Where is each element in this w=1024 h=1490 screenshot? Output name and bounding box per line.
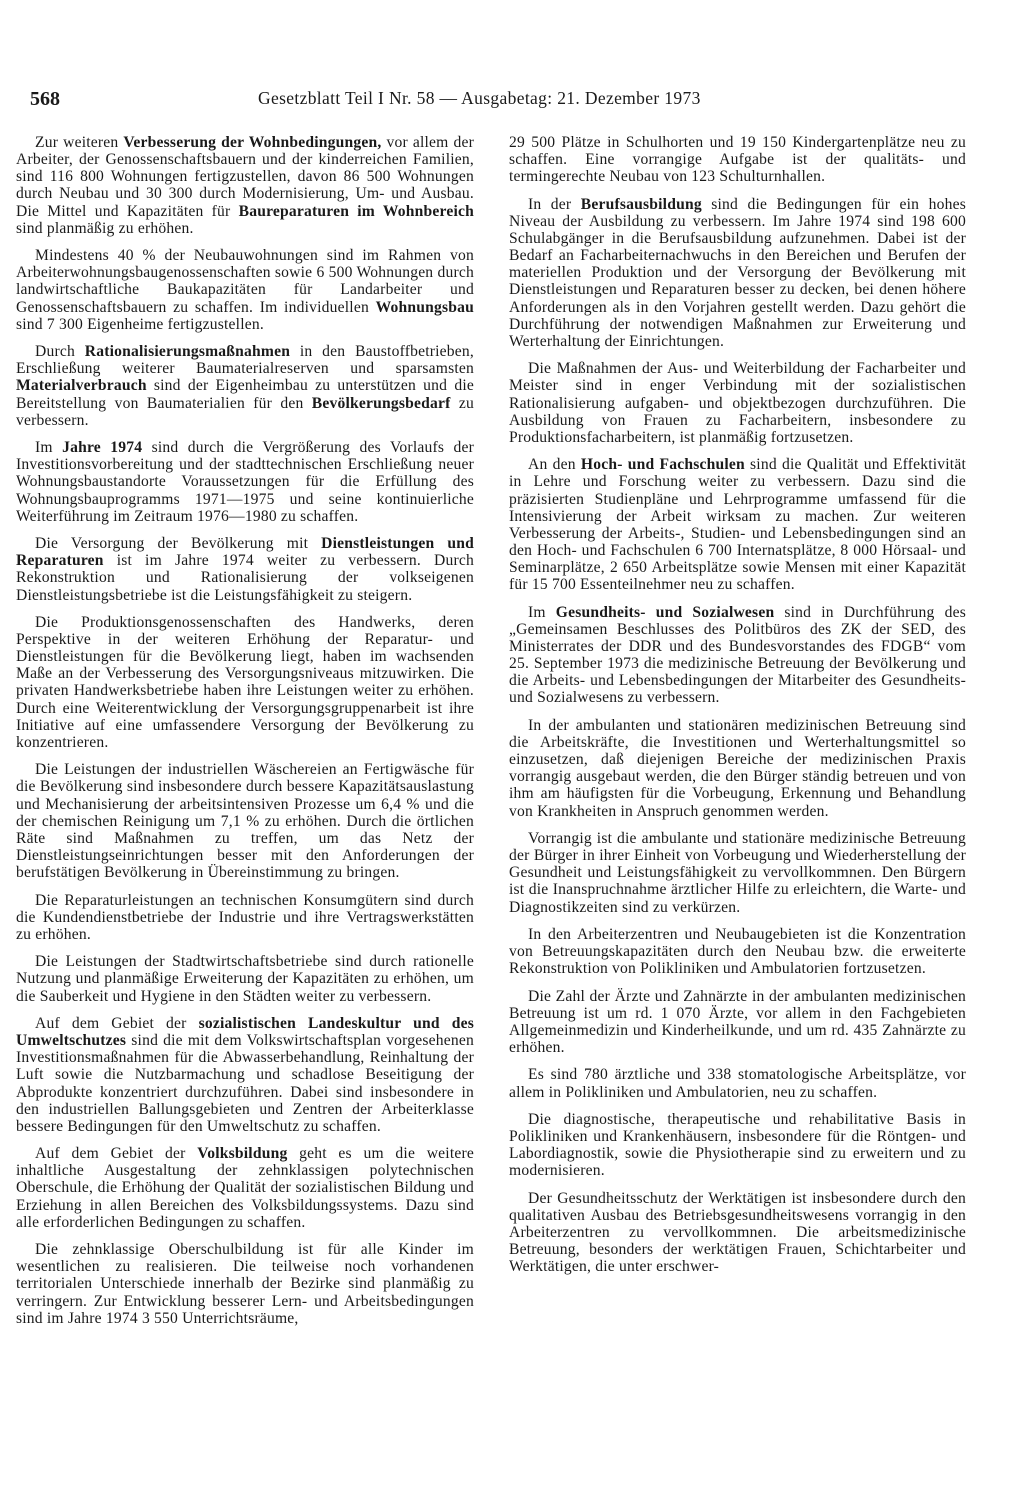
bold-term: Verbesserung der Wohnbedingungen, bbox=[123, 134, 382, 151]
bold-term: Hoch- und Fachschulen bbox=[580, 456, 745, 474]
text-run: sind der Eigenheimbau zu unterstützen und die Bereitstellung von Baumaterialien für den bbox=[16, 377, 474, 412]
paragraph-doctors: Die Zahl der Ärzte und Zahnärzte in der ambulanten medizinischen Betreuung ist um rd. 1 070 Ärzte, vor allem in den Fachgebieten Allgemeinmedizin und Kinderheilkunde, und um rd. 435 Zahnärzte zu erhöhen. bbox=[509, 987, 966, 1056]
paragraph-school-places: 29 500 Plätze in Schulhorten und 19 150 Kindergartenplätze neu zu schaffen. Eine vorrangige Aufgabe ist der qualitäts- und termingerechte Neubau von 123 Schulturnhallen. bbox=[509, 134, 966, 186]
paragraph-year-1974 bbox=[16, 439, 474, 525]
bold-term: Wohnungsbau bbox=[375, 298, 474, 316]
text-run: geht es um die weitere inhaltliche Ausgestaltung der zehnklassigen polytechnischen Oberschule, die Erhöhung der Qualität der sozialistischen Bildung und Erziehung in allen Bereichen des Volksbildungssystems. Dazu sind alle erforderlichen Bedingungen zu schaffen. bbox=[16, 1145, 475, 1231]
bold-term: Rationalisierungsmaßnahmen bbox=[84, 343, 291, 361]
page-header bbox=[30, 88, 970, 114]
bold-term: Volksbildung bbox=[197, 1145, 288, 1163]
paragraph-services-repairs bbox=[16, 535, 474, 604]
bold-term: Gesundheits- und Sozialwesen bbox=[555, 603, 775, 621]
text-run: sind die mit dem Volkswirtschaftsplan vorgesehenen Investitionsmaßnahmen für die Abwasserbehandlung, Reinhaltung der Luft sowie die Nutzbarmachung und schadlose Beseitigung der Abprodukte konzentriert durchzuführen. Dabei sind insbesondere in den industriellen Ballungsgebieten und Zentren der Arbeiterklasse bessere Bedingungen für den Umweltschutz zu schaffen. bbox=[16, 1032, 474, 1135]
text-run: vor allem der Arbeiter, der Genossenschaftsbauern und der kinderreichen Familien, sind 116 800 Wohnungen fertigzustellen, davon 86 500 Wohnungen durch Neubau und 30 300 durch Modernisierung, Um- und Ausbau. Die Mittel und Kapazitäten für bbox=[16, 134, 475, 220]
text-run: In der bbox=[528, 195, 581, 213]
paragraph-health-social bbox=[509, 604, 966, 707]
text-run: sind in Durchführung des „Gemeinsamen Beschlusses des Politbüros des ZK der SED, des Ministerrates der DDR und des Bundesvorstandes des FDGB“ vom 25. September 1973 die medizinische Betreuung der Bevölkerung und die Arbeits- und Lebensbedingungen der Mitarbeiter des Gesundheits- und Sozialwesens zu verbessern. bbox=[509, 603, 966, 707]
paragraph-environment bbox=[16, 1015, 474, 1135]
text-run: Mindestens 40 % der Neubauwohnungen sind im Rahmen von Arbeiterwohnungsbaugenossenschaften sowie 6 500 Wohnungen durch landwirtschaftliche Baukapazitäten für Landarbeiter und Genossenschaftsbauern zu schaffen. Im individuellen bbox=[16, 247, 474, 316]
paragraph-worker-centers: In den Arbeiterzentren und Neubaugebieten ist die Konzentration von Betreuungskapazitäten durch den Neubau bzw. die erweiterte Rekonstruktion von Polikliniken und Ambulatorien fortzusetzen. bbox=[509, 925, 966, 978]
paragraph-municipal-services: Die Leistungen der Stadtwirtschaftsbetriebe sind durch rationelle Nutzung und planmäßige Erweiterung der Kapazitäten zu erhöhen, um die Sauberkeit und Hygiene in den Städten weiter zu verbessern. bbox=[16, 953, 474, 1005]
bold-term: Bevölkerungsbedarf bbox=[311, 394, 451, 412]
text-run: Die Versorgung der Bevölkerung mit bbox=[35, 535, 322, 553]
text-run: zu verbessern. bbox=[16, 394, 474, 429]
paragraph-diagnostics: Die diagnostische, therapeutische und rehabilitative Basis in Polikliniken und Krankenhäusern, insbesondere für die Röntgen- und Labordiagnostik, sowie die Physiotherapie sind zu erweitern und zu modernisieren. bbox=[509, 1110, 966, 1180]
paragraph-housing-improvement bbox=[16, 134, 474, 237]
left-column bbox=[16, 134, 474, 1337]
paragraph-occupational-health: Der Gesundheitsschutz der Werktätigen ist insbesondere durch den qualitativen Ausbau des Betriebsgesundheitswesens vorrangig in den Arbeiterzentren zu vervollkommnen. Die arbeitsmedizinische Betreuung, besonders der werktätigen Frauen, Schichtarbeiter und Werktätigen, die unter erschwer- bbox=[509, 1189, 966, 1276]
paragraph-medical-care: In der ambulanten und stationären medizinischen Betreuung sind die Arbeitskräfte, die Investitionen und Werterhaltungsmittel so einzusetzen, daß diejenigen Bereiche der medizinischen Praxis vorrangig ausgebaut werden, die den Bürger ständig betreuen und von ihm am häufigsten für die Vorbeugung, Erkennung und Behandlung von Krankheiten in Anspruch genommen werden. bbox=[509, 716, 966, 820]
paragraph-education bbox=[16, 1145, 474, 1231]
text-run: sind planmäßig zu erhöhen. bbox=[16, 219, 194, 237]
text-run: Auf dem Gebiet der bbox=[35, 1014, 199, 1032]
bold-term: Jahre 1974 bbox=[62, 439, 143, 457]
bold-term: Dienstleistungen und Reparaturen bbox=[16, 535, 474, 570]
text-run: sind die Bedingungen für ein hohes Niveau der Ausbildung zu verbessern. Im Jahre 1974 sind 198 600 Schulabgänger in die Berufsausbildung aufzunehmen. Dabei ist der Bedarf an Facharbeiternachwuchs in den Bereichen und Berufen der materiellen Produktion und der Versorgung der Bevölkerung mit Dienstleistungen und Reparaturen besser zu decken, bei denen höhere Anforderungen als in den Vorjahren gestellt werden. Dazu gehört die Durchführung der notwendigen Maßnahmen zur Erweiterung und Werterhaltung der Einrichtungen. bbox=[509, 195, 966, 350]
text-run: Im bbox=[35, 439, 63, 457]
paragraph-higher-education bbox=[509, 456, 966, 593]
paragraph-craft-cooperatives: Die Produktionsgenossenschaften des Handwerks, deren Perspektive in der weiteren Erhöhung der Reparatur- und Dienstleistungen für die Bevölkerung liegt, haben im wachsenden Maße an der Verbesserung des Versorgungsniveaus mitzuwirken. Die privaten Handwerksbetriebe haben ihre Leistungen weiter zu erhöhen. Durch eine Weiterentwicklung der Versorgungsgruppenarbeit ist ihre Initiative auf eine umfassendere Versorgung der Bevölkerung zu konzentrieren. bbox=[16, 613, 474, 751]
paragraph-further-training: Die Maßnahmen der Aus- und Weiterbildung der Facharbeiter und Meister sind in enger Verbindung mit der sozialistischen Rationalisierung aufgaben- und objektbezogen durchzuführen. Die Ausbildung von Frauen zu Facharbeitern, insbesondere zu Produktionsfacharbeitern, ist planmäßig fortzusetzen. bbox=[509, 360, 966, 446]
text-run: Auf dem Gebiet der bbox=[35, 1145, 198, 1163]
bold-term: Materialverbrauch bbox=[16, 377, 147, 395]
paragraph-consumer-repairs: Die Reparaturleistungen an technischen Konsumgütern sind durch die Kundendienstbetriebe der Industrie und ihre Vertragswerkstätten zu erhöhen. bbox=[16, 891, 474, 943]
paragraph-secondary-schooling: Die zehnklassige Oberschulbildung ist für alle Kinder im wesentlichen zu realisieren. Die teilweise noch vorhandenen territorialen Unterschiede innerhalb der Bezirke sind planmäßig zu verringern. Zur Entwicklung besserer Lern- und Arbeitsbedingungen sind im Jahre 1974 3 550 Unterrichtsräume, bbox=[16, 1241, 474, 1327]
paragraph-vocational-training bbox=[509, 196, 966, 350]
bold-term: Berufsausbildung bbox=[580, 195, 702, 213]
text-run: ist im Jahre 1974 weiter zu verbessern. Durch Rekonstruktion und Rationalisierung der volkseigenen Dienstleistungsbetriebe ist die Leistungsfähigkeit zu steigern. bbox=[16, 552, 474, 604]
text-run: Im bbox=[528, 603, 556, 621]
page-number: 568 bbox=[30, 88, 60, 110]
paragraph-new-housing-share bbox=[16, 247, 474, 333]
text-run: An den bbox=[528, 456, 581, 474]
text-run: Durch bbox=[35, 343, 85, 361]
text-run: in den Baustoffbetrieben, Erschließung weiterer Baumaterialreserven und sparsamsten bbox=[16, 343, 474, 378]
paragraph-laundries: Die Leistungen der industriellen Wäschereien an Fertigwäsche für die Bevölkerung sind insbesondere durch bessere Kapazitätsauslastung und Mechanisierung der arbeitsintensiven Prozesse um 6,4 % und die der chemischen Reinigung um 7,1 % zu erhöhen. Durch die örtlichen Räte sind Maßnahmen zu treffen, um das Netz der Dienstleistungseinrichtungen besser mit den Anforderungen der berufstätigen Bevölkerung in Übereinstimmung zu bringen. bbox=[16, 761, 474, 882]
running-title: Gesetzblatt Teil I Nr. 58 — Ausgabetag: 21. Dezember 1973 bbox=[258, 88, 701, 108]
paragraph-ambulatory-care: Vorrangig ist die ambulante und stationäre medizinische Betreuung der Bürger in ihrer Einheit von Vorbeugung und Wiederherstellung der Gesundheit und Leistungsfähigkeit zu vervollkommnen. Den Bürgern ist die Inanspruchnahme ärztlicher Hilfe zu erleichtern, die Warte- und Diagnostikzeiten sind zu verkürzen. bbox=[509, 829, 966, 916]
paragraph-workplaces: Es sind 780 ärztliche und 338 stomatologische Arbeitsplätze, vor allem in Polikliniken und Ambulatorien, neu zu schaffen. bbox=[509, 1066, 966, 1101]
bold-term: Baureparaturen im Wohnbereich bbox=[238, 202, 474, 220]
right-column bbox=[509, 134, 966, 1279]
paragraph-rationalization bbox=[16, 343, 474, 429]
text-run: sind durch die Vergrößerung des Vorlaufs der Investitionsvorbereitung und der stadttechnischen Erschließung neuer Wohnungsbaustandorte Voraussetzungen für die Erfüllung des Wohnungsbauprogramms 1971—1975 und seine kontinuierliche Weiterführung im Zeitraum 1976—1980 zu schaffen. bbox=[16, 439, 474, 525]
text-run: Zur weiteren bbox=[35, 134, 124, 151]
text-run: sind 7 300 Eigenheime fertigzustellen. bbox=[16, 315, 264, 333]
text-run: sind die Qualität und Effektivität in Lehre und Forschung weiter zu verbessern. Dazu sind die präzisierten Studienpläne und Lehrprogramme umfassend für die Intensivierung der Arbeit wirksam zu machen. Zur weiteren Verbesserung der Arbeits-, Studien- und Lebensbedingungen sind an den Hoch- und Fachschulen 6 700 Internatsplätze, 8 000 Hörsaal- und Seminarplätze, 2 650 Arbeitsplätze sowie Mensen mit einer Kapazität für 15 700 Essenteilnehmer neu zu schaffen. bbox=[509, 456, 966, 594]
bold-term: sozialistischen Landeskultur und des Umweltschutzes bbox=[16, 1014, 474, 1050]
